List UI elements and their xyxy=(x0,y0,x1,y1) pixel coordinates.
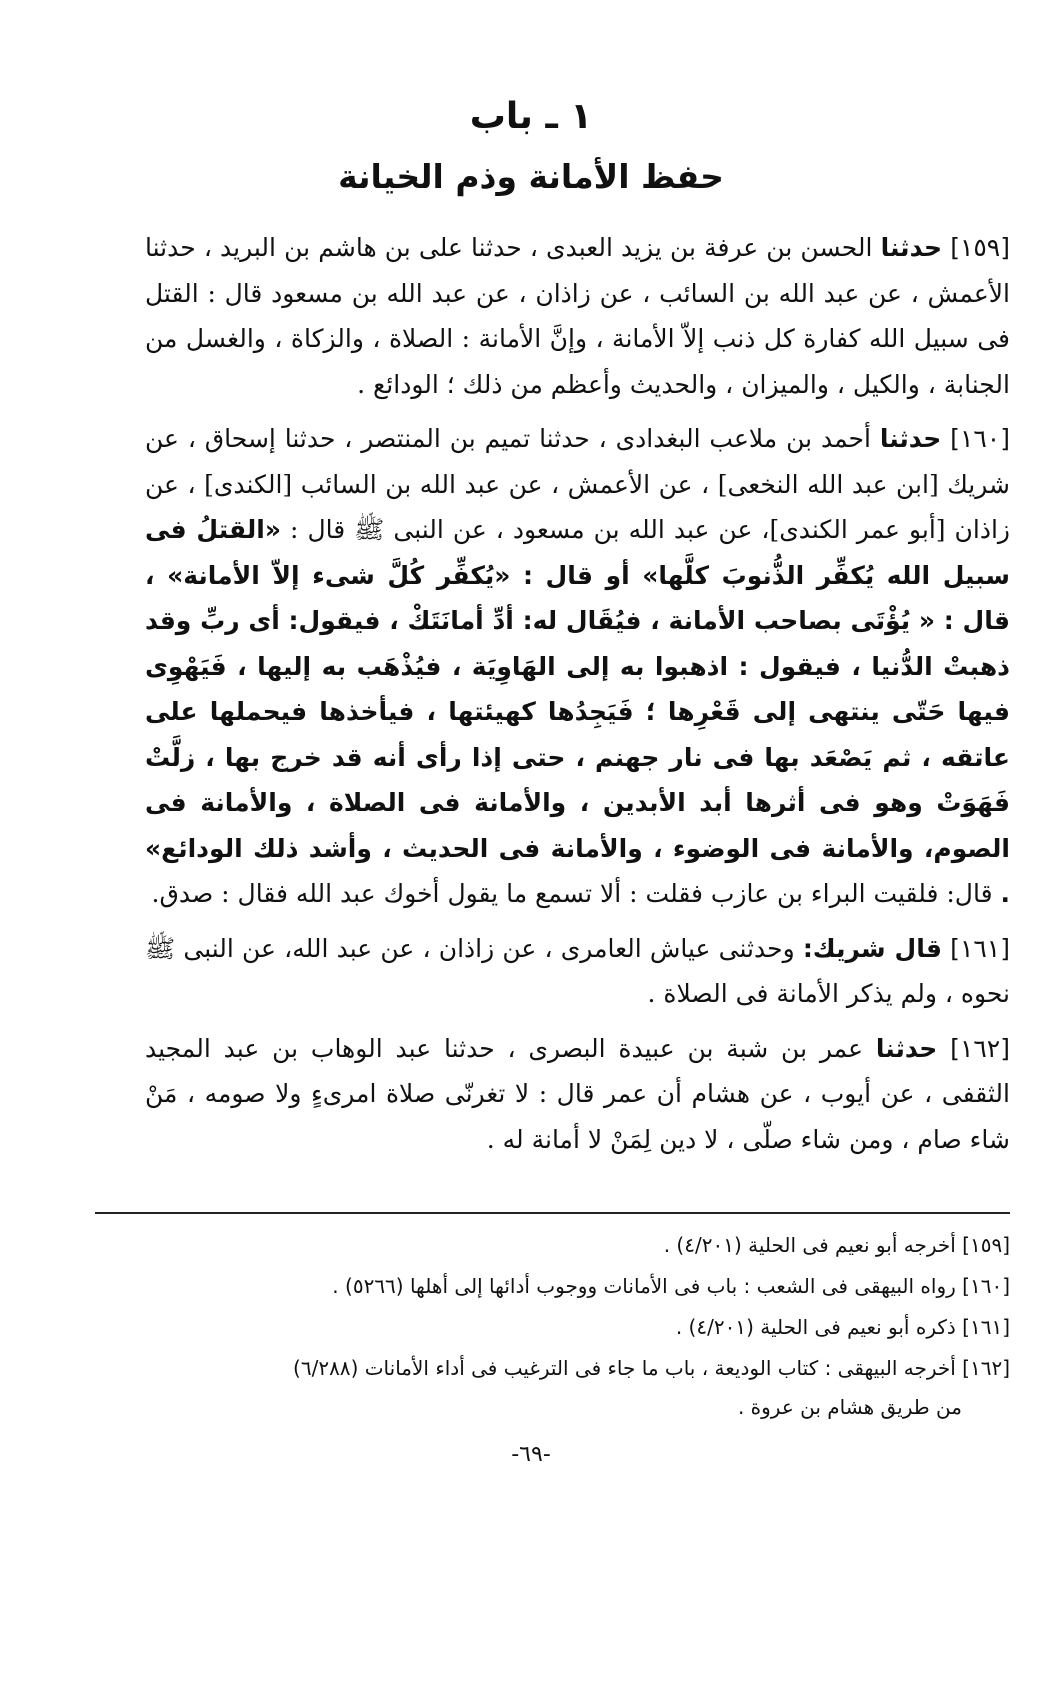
hadith-lead: حدثنا xyxy=(875,1033,938,1063)
hadith-number: [١٦٠] xyxy=(950,424,1010,453)
page-number: -٦٩- xyxy=(511,1442,551,1467)
footnote: [١٦٠] رواه البيهقى فى الشعب : باب فى الأمانات ووجوب أدائها إلى أهلها (٥٢٦٦) . xyxy=(332,1274,1010,1298)
hadith-paragraph xyxy=(145,1026,1010,1163)
hadith-number: [١٦٢] xyxy=(950,1033,1010,1063)
footnote xyxy=(95,1349,1010,1427)
hadith-lead: قال شريك: xyxy=(802,933,942,963)
footnote-continuation: من طريق هشام بن عروة . xyxy=(737,1395,962,1419)
hadith-paragraph xyxy=(145,926,1010,1017)
chapter-header xyxy=(150,90,912,204)
hadith-text: الحسن بن عرفة بن يزيد العبدى ، حدثنا على بن هاشم بن البريد ، حدثنا الأعمش ، عن عبد الله بن السائب ، عن زاذان ، عن عبد الله بن مسعود قال : القتل فى سبيل الله كفارة كل ذنب إلاّ الأمانة ، وإنَّ الأمانة : الصلاة ، والزكاة ، والغسل من الجنابة ، والكيل ، والميزان ، والحديث وأعظم من ذلك ؛ الودائع . xyxy=(145,233,1010,399)
hadith-paragraph xyxy=(145,225,1010,407)
hadith-lead: حدثنا xyxy=(880,233,943,262)
hadith-text: عمر بن شبة بن عبيدة البصرى ، حدثنا عبد الوهاب بن عبد المجيد الثقفى ، عن أيوب ، عن هشام أن عمر قال : لا تغرنّى صلاة امرىءٍ ولا صومه ، مَنْ شاء صام ، ومن شاء صلّى ، لا دين لِمَنْ لا أمانة له . xyxy=(145,1033,1010,1154)
chapter-title: حفظ الأمانة وذم الخيانة xyxy=(338,157,724,196)
hadith-text: أحمد بن ملاعب البغدادى ، حدثنا تميم بن المنتصر ، حدثنا إسحاق ، عن شريك [ابن عبد الله النخعى] ، عن الأعمش ، عن عبد الله بن السائب [الكندى] ، عن زاذان [أبو عمر الكندى]، عن عبد الله بن مسعود ، عن النبى ﷺ قال : xyxy=(145,424,1010,544)
hadith-text-bold: «القتلُ فى سبيل الله يُكفِّر الذُّنوبَ كلَّها» أو قال : «يُكفِّر كُلَّ شىء إلاّ الأمانة» ، قال : « يُؤْتَى بصاحب الأمانة ، فيُقَال له: أدِّ أمانَتَكْ ، فيقول: أى ربِّ وقد ذهبتْ الدُّنيا ، فيقول : اذهبوا به إلى الهَاوِيَة ، فيُذْهَب به إليها ، فَيَهْوِى فيها حَتّى ينتهى إلى قَعْرِها ؛ فَيَجِدُها كهيئتها ، فيأخذها فيحملها على عاتقه ، ثم يَصْعَد بها فى نار جهنم ، حتى إذا رأى أنه قد خرج بها ، زلَّتْ فَهَوَتْ وهو فى أثرها أبد الأبدين ، والأمانة فى الصلاة ، والأمانة فى الصوم، والأمانة فى الوضوء ، والأمانة فى الحديث ، وأشد ذلك الودائع» . xyxy=(145,515,1010,908)
main-text xyxy=(145,225,1010,1171)
hadith-text: وحدثنى عياش العامرى ، عن زاذان ، عن عبد الله، عن النبى ﷺ نحوه ، ولم يذكر الأمانة فى الصلاة . xyxy=(145,933,1010,1008)
footnote-divider xyxy=(95,1212,1010,1214)
footnote: [١٦١] ذكره أبو نعيم فى الحلية (٤/٢٠١) . xyxy=(675,1315,1010,1339)
hadith-number: [١٦١] xyxy=(950,933,1010,963)
footnote: [١٥٩] أخرجه أبو نعيم فى الحلية (٤/٢٠١) . xyxy=(663,1233,1010,1257)
hadith-text-end: قال: فلقيت البراء بن عازب فقلت : ألا تسمع ما يقول أخوك عبد الله فقال : صدق. xyxy=(151,879,993,908)
hadith-paragraph xyxy=(145,416,1010,917)
footnotes xyxy=(95,1226,1010,1429)
chapter-number: ١ ـ باب xyxy=(469,96,593,137)
footnote-text: [١٦٢] أخرجه البيهقى : كتاب الوديعة ، باب ما جاء فى الترغيب فى أداء الأمانات (٦/٢٨٨) xyxy=(293,1356,1010,1380)
hadith-number: [١٥٩] xyxy=(950,233,1011,262)
hadith-lead: حدثنا xyxy=(879,424,942,453)
